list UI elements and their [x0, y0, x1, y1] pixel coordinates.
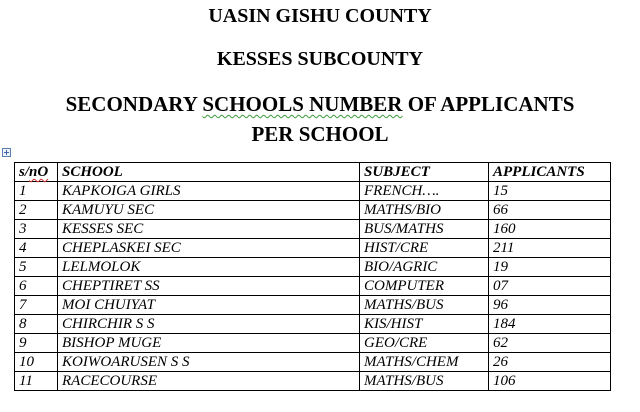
header-subject: SUBJECT: [360, 163, 489, 182]
applicants-table: [14, 162, 611, 391]
table-row: [15, 296, 611, 315]
cell-sno: 8: [15, 315, 58, 334]
header-sno-part-a: s/: [19, 164, 30, 180]
cell-subject: MATHS/CHEM: [360, 353, 489, 372]
cell-school: BISHOP MUGE: [58, 334, 360, 353]
cell-applicants: 66: [489, 201, 611, 220]
table-row: [15, 334, 611, 353]
cell-sno: 6: [15, 277, 58, 296]
table-row: [15, 239, 611, 258]
header-sno: [15, 163, 58, 182]
cell-sno: 1: [15, 182, 58, 201]
table-row: [15, 220, 611, 239]
cell-subject: MATHS/BIO: [360, 201, 489, 220]
cell-sno: 3: [15, 220, 58, 239]
cell-school: KAPKOIGA GIRLS: [58, 182, 360, 201]
cell-subject: MATHS/BUS: [360, 372, 489, 391]
table-row: [15, 277, 611, 296]
document-title-line3: [0, 92, 640, 116]
title-line3-part-c: OF APPLICANTS: [402, 92, 575, 116]
cell-subject: BIO/AGRIC: [360, 258, 489, 277]
table-row: [15, 258, 611, 277]
cell-subject: FRENCH….: [360, 182, 489, 201]
cell-applicants: 19: [489, 258, 611, 277]
cell-applicants: 26: [489, 353, 611, 372]
cell-sno: 4: [15, 239, 58, 258]
cell-subject: GEO/CRE: [360, 334, 489, 353]
cell-sno: 11: [15, 372, 58, 391]
cell-school: KESSES SEC: [58, 220, 360, 239]
cell-applicants: 160: [489, 220, 611, 239]
cell-subject: KIS/HIST: [360, 315, 489, 334]
table-header-row: [15, 163, 611, 182]
cell-school: MOI CHUIYAT: [58, 296, 360, 315]
cell-applicants: 96: [489, 296, 611, 315]
cell-applicants: 106: [489, 372, 611, 391]
header-sno-part-b: nO: [29, 164, 49, 180]
title-line3-part-a: SECONDARY: [65, 92, 203, 116]
document-title-subcounty: KESSES SUBCOUNTY: [216, 48, 424, 70]
cell-school: KOIWOARUSEN S S: [58, 353, 360, 372]
cell-applicants: 07: [489, 277, 611, 296]
cell-subject: COMPUTER: [360, 277, 489, 296]
table-row: [15, 201, 611, 220]
cell-subject: MATHS/BUS: [360, 296, 489, 315]
cell-school: CHEPLASKEI SEC: [58, 239, 360, 258]
cell-applicants: 184: [489, 315, 611, 334]
cell-sno: 9: [15, 334, 58, 353]
cell-school: LELMOLOK: [58, 258, 360, 277]
cell-applicants: 15: [489, 182, 611, 201]
cell-school: KAMUYU SEC: [58, 201, 360, 220]
title-line3-part-b: SCHOOLS NUMBER: [202, 92, 403, 116]
cell-school: RACECOURSE: [58, 372, 360, 391]
document-title-county: UASIN GISHU COUNTY: [208, 5, 432, 27]
table-row: [15, 372, 611, 391]
cell-school: CHEPTIRET SS: [58, 277, 360, 296]
document-title-line4: PER SCHOOL: [251, 122, 389, 146]
cell-sno: 7: [15, 296, 58, 315]
cell-subject: HIST/CRE: [360, 239, 489, 258]
table-row: [15, 353, 611, 372]
header-school: SCHOOL: [58, 163, 360, 182]
cell-subject: BUS/MATHS: [360, 220, 489, 239]
table-row: [15, 315, 611, 334]
cell-school: CHIRCHIR S S: [58, 315, 360, 334]
cell-sno: 5: [15, 258, 58, 277]
header-applicants: APPLICANTS: [489, 163, 611, 182]
cell-applicants: 211: [489, 239, 611, 258]
cell-applicants: 62: [489, 334, 611, 353]
table-row: [15, 182, 611, 201]
cell-sno: 2: [15, 201, 58, 220]
cell-sno: 10: [15, 353, 58, 372]
table-move-handle-icon[interactable]: [2, 148, 11, 157]
